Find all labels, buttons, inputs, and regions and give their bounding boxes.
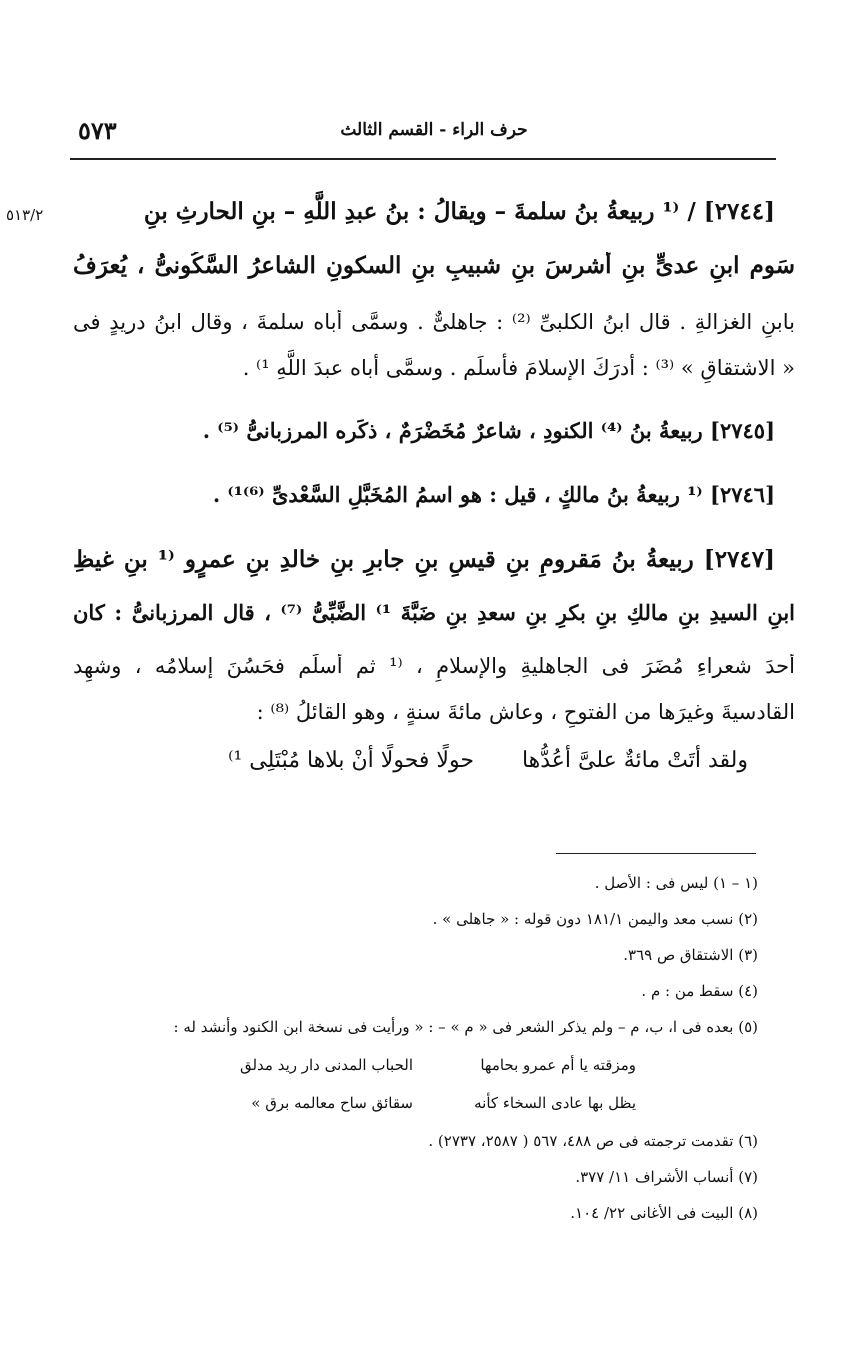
verse-hemistich-1: ولقد أتَتْ مائةٌ علىَّ أعُدُّها [521, 748, 748, 773]
footnote-verse-2-hemistich-2: سقائق ساح معالمه برق » [251, 1094, 413, 1112]
entry-2744-line-3: بابنِ الغزالةِ . قال ابنُ الكلبىِّ ⁽²⁾ : جاهلىٌّ . وسمَّى أباه سلمةَ ، وقال ابنُ دريدٍ فى [73, 310, 795, 334]
footnote-6: (٦) تقدمت ترجمته فى ص ٤٨٨، ٥٦٧ ( ٢٥٨٧، ٢٧٣٧) . [428, 1132, 758, 1150]
footnote-2: (٢) نسب معد واليمن ١٨١/١ دون قوله : « جاهلى » . [432, 910, 758, 928]
header-rule [70, 158, 776, 160]
entry-2747-line-1: [٢٧٤٧] ربيعةُ بنُ مَقرومِ بنِ قيسِ بنِ جابرِ بنِ خالدِ بنِ عمرٍو ⁽¹ بنِ غيظِ [73, 546, 775, 573]
entry-2746: [٢٧٤٦] ⁽¹ ربيعةُ بنُ مالكٍ ، قيل : هو اسمُ المُخَبَّلِ السَّعْدىِّ ⁽⁶⁾¹⁾ . [212, 482, 775, 507]
footnote-verse-2-hemistich-1: يظل بها عادى السخاء كأنه [474, 1094, 636, 1112]
poem-verse [228, 748, 748, 773]
footnote-5: (٥) بعده فى ا، ب، م – ولم يذكر الشعر فى « م » – : « ورأيت فى نسخة ابن الكنود وأنشد له : [173, 1018, 758, 1036]
verse-hemistich-2: حولًا فحولًا أنْ بلاها مُبْتَلِى ¹⁾ [228, 748, 474, 773]
footnote-verse-1-hemistich-2: الحباب المدنى دار ريد مدلق [239, 1056, 413, 1074]
footnote-7: (٧) أنساب الأشراف ١١/ ٣٧٧. [575, 1168, 758, 1186]
entry-2747-line-3: أحدَ شعراءِ مُضَرَ فى الجاهليةِ والإسلامِ ، ⁽¹ ثم أسلَم فحَسُنَ إسلامُه ، وشهِد [73, 654, 795, 678]
footnote-3: (٣) الاشتقاق ص ٣٦٩. [623, 946, 758, 964]
footnote-1: (١ – ١) ليس فى : الأصل . [594, 874, 758, 892]
footnote-rule [556, 853, 756, 854]
running-header: حرف الراء - القسم الثالث [340, 120, 528, 140]
entry-2745: [٢٧٤٥] ربيعةُ بنُ ⁽⁴⁾ الكنودِ ، شاعرٌ مُخَضْرَمٌ ، ذكَره المرزبانىُّ ⁽⁵⁾ . [202, 418, 775, 443]
footnote-verse-1-hemistich-1: ومزقته يا أم عمرو بحامها [480, 1056, 636, 1074]
page-number: ٥٧٣ [78, 116, 117, 145]
entry-2747-line-4: القادسيةَ وغيرَها من الفتوحِ ، وعاش مائةَ سنةٍ ، وهو القائلُ ⁽⁸⁾ : [256, 700, 795, 724]
footnote-4: (٤) سقط من : م . [641, 982, 758, 1000]
margin-reference: ٥١٣/٢ [6, 206, 44, 224]
footnote-8: (٨) البيت فى الأغانى ٢٢/ ١٠٤. [570, 1204, 758, 1222]
entry-2747-line-2: ابنِ السيدِ بنِ مالكِ بنِ بكرِ بنِ سعدِ بنِ ضَبَّةَ ¹⁾ الضَّبِّىُّ ⁽⁷⁾ ، قال المرزبانىُّ : كان [73, 600, 795, 625]
entry-2744-line-2: سَوم ابنِ عدىٍّ بنِ أشرسَ بنِ شبيبِ بنِ السكونِ الشاعرُ السَّكُونىُّ ، يُعرَفُ [73, 252, 795, 279]
entry-2744-line-1: [٢٧٤٤] / ⁽¹ ربيعةُ بنُ سلمةَ – ويقالُ : بنُ عبدِ اللَّهِ – بنِ الحارثِ بنِ [143, 198, 775, 225]
entry-2744-line-4: « الاشتقاقِ » ⁽³⁾ : أدرَكَ الإسلامَ فأسلَم . وسمَّى أباه عبدَ اللَّهِ ¹⁾ . [242, 356, 795, 380]
